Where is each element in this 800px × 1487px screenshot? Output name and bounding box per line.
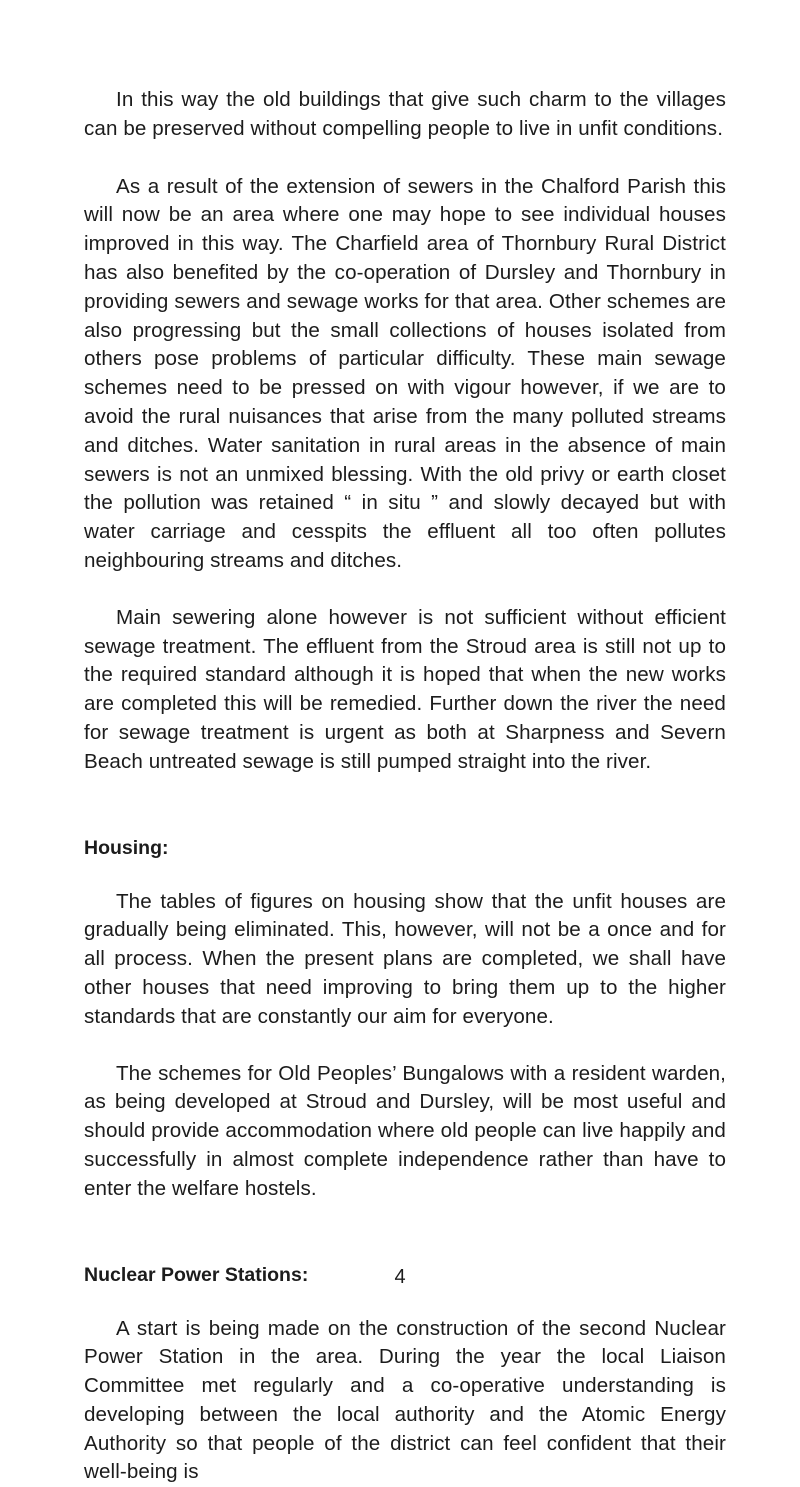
paragraph-bungalows: The schemes for Old Peoples’ Bungalows with a resident warden, as being developed at Stroud and Dursley, will be most useful and should provide accommodation where old people can live happily and successfully in almost complete independence rather than have to enter the welfare hostels. — [84, 1060, 726, 1204]
heading-housing: Housing: — [84, 834, 726, 862]
heading-nuclear-power-stations: Nuclear Power Stations: — [84, 1261, 726, 1289]
page-number: 4 — [0, 1266, 800, 1289]
paragraph-housing-tables: The tables of figures on housing show that the unfit houses are gradually being eliminated. This, however, will not be a once and for all process. When the present plans are completed, we shall have other houses that need improving to bring them up to the higher standards that are constantly our aim for everyone. — [84, 888, 726, 1032]
paragraph-sewage-treatment: Main sewering alone however is not sufficient without efficient sewage treatment. The effluent from the Stroud area is still not up to the required standard although it is hoped that when the new works are completed this will be remedied. Further down the river the need for sewage treatment is urgent as both at Sharpness and Severn Beach untreated sewage is still pumped straight into the river. — [84, 604, 726, 777]
paragraph-villages: In this way the old buildings that give such charm to the villages can be preserved without compelling people to live in unfit conditions. — [84, 86, 726, 144]
paragraph-sewers: As a result of the extension of sewers in the Chalford Parish this will now be an area where one may hope to see individual houses improved in this way. The Charfield area of Thornbury Rural District has also benefited by the co-operation of Dursley and Thornbury in providing sewers and sewage works for that area. Other schemes are also progressing but the small collections of houses isolated from others pose problems of particular difficulty. These main sewage schemes need to be pressed on with vigour however, if we are to avoid the rural nuisances that arise from the many polluted streams and ditches. Water sanitation in rural areas in the absence of main sewers is not an unmixed blessing. With the old privy or earth closet the pollution was retained “ in situ ” and slowly decayed but with water carriage and cesspits the effluent all too often pollutes neighbouring streams and ditches. — [84, 173, 726, 576]
paragraph-nuclear-station: A start is being made on the construction of the second Nuclear Power Station in the area. During the year the local Liaison Committee met regularly and a co-operative understanding is developing between the local authority and the Atomic Energy Authority so that people of the district can feel confident that their well-being is — [84, 1315, 726, 1487]
